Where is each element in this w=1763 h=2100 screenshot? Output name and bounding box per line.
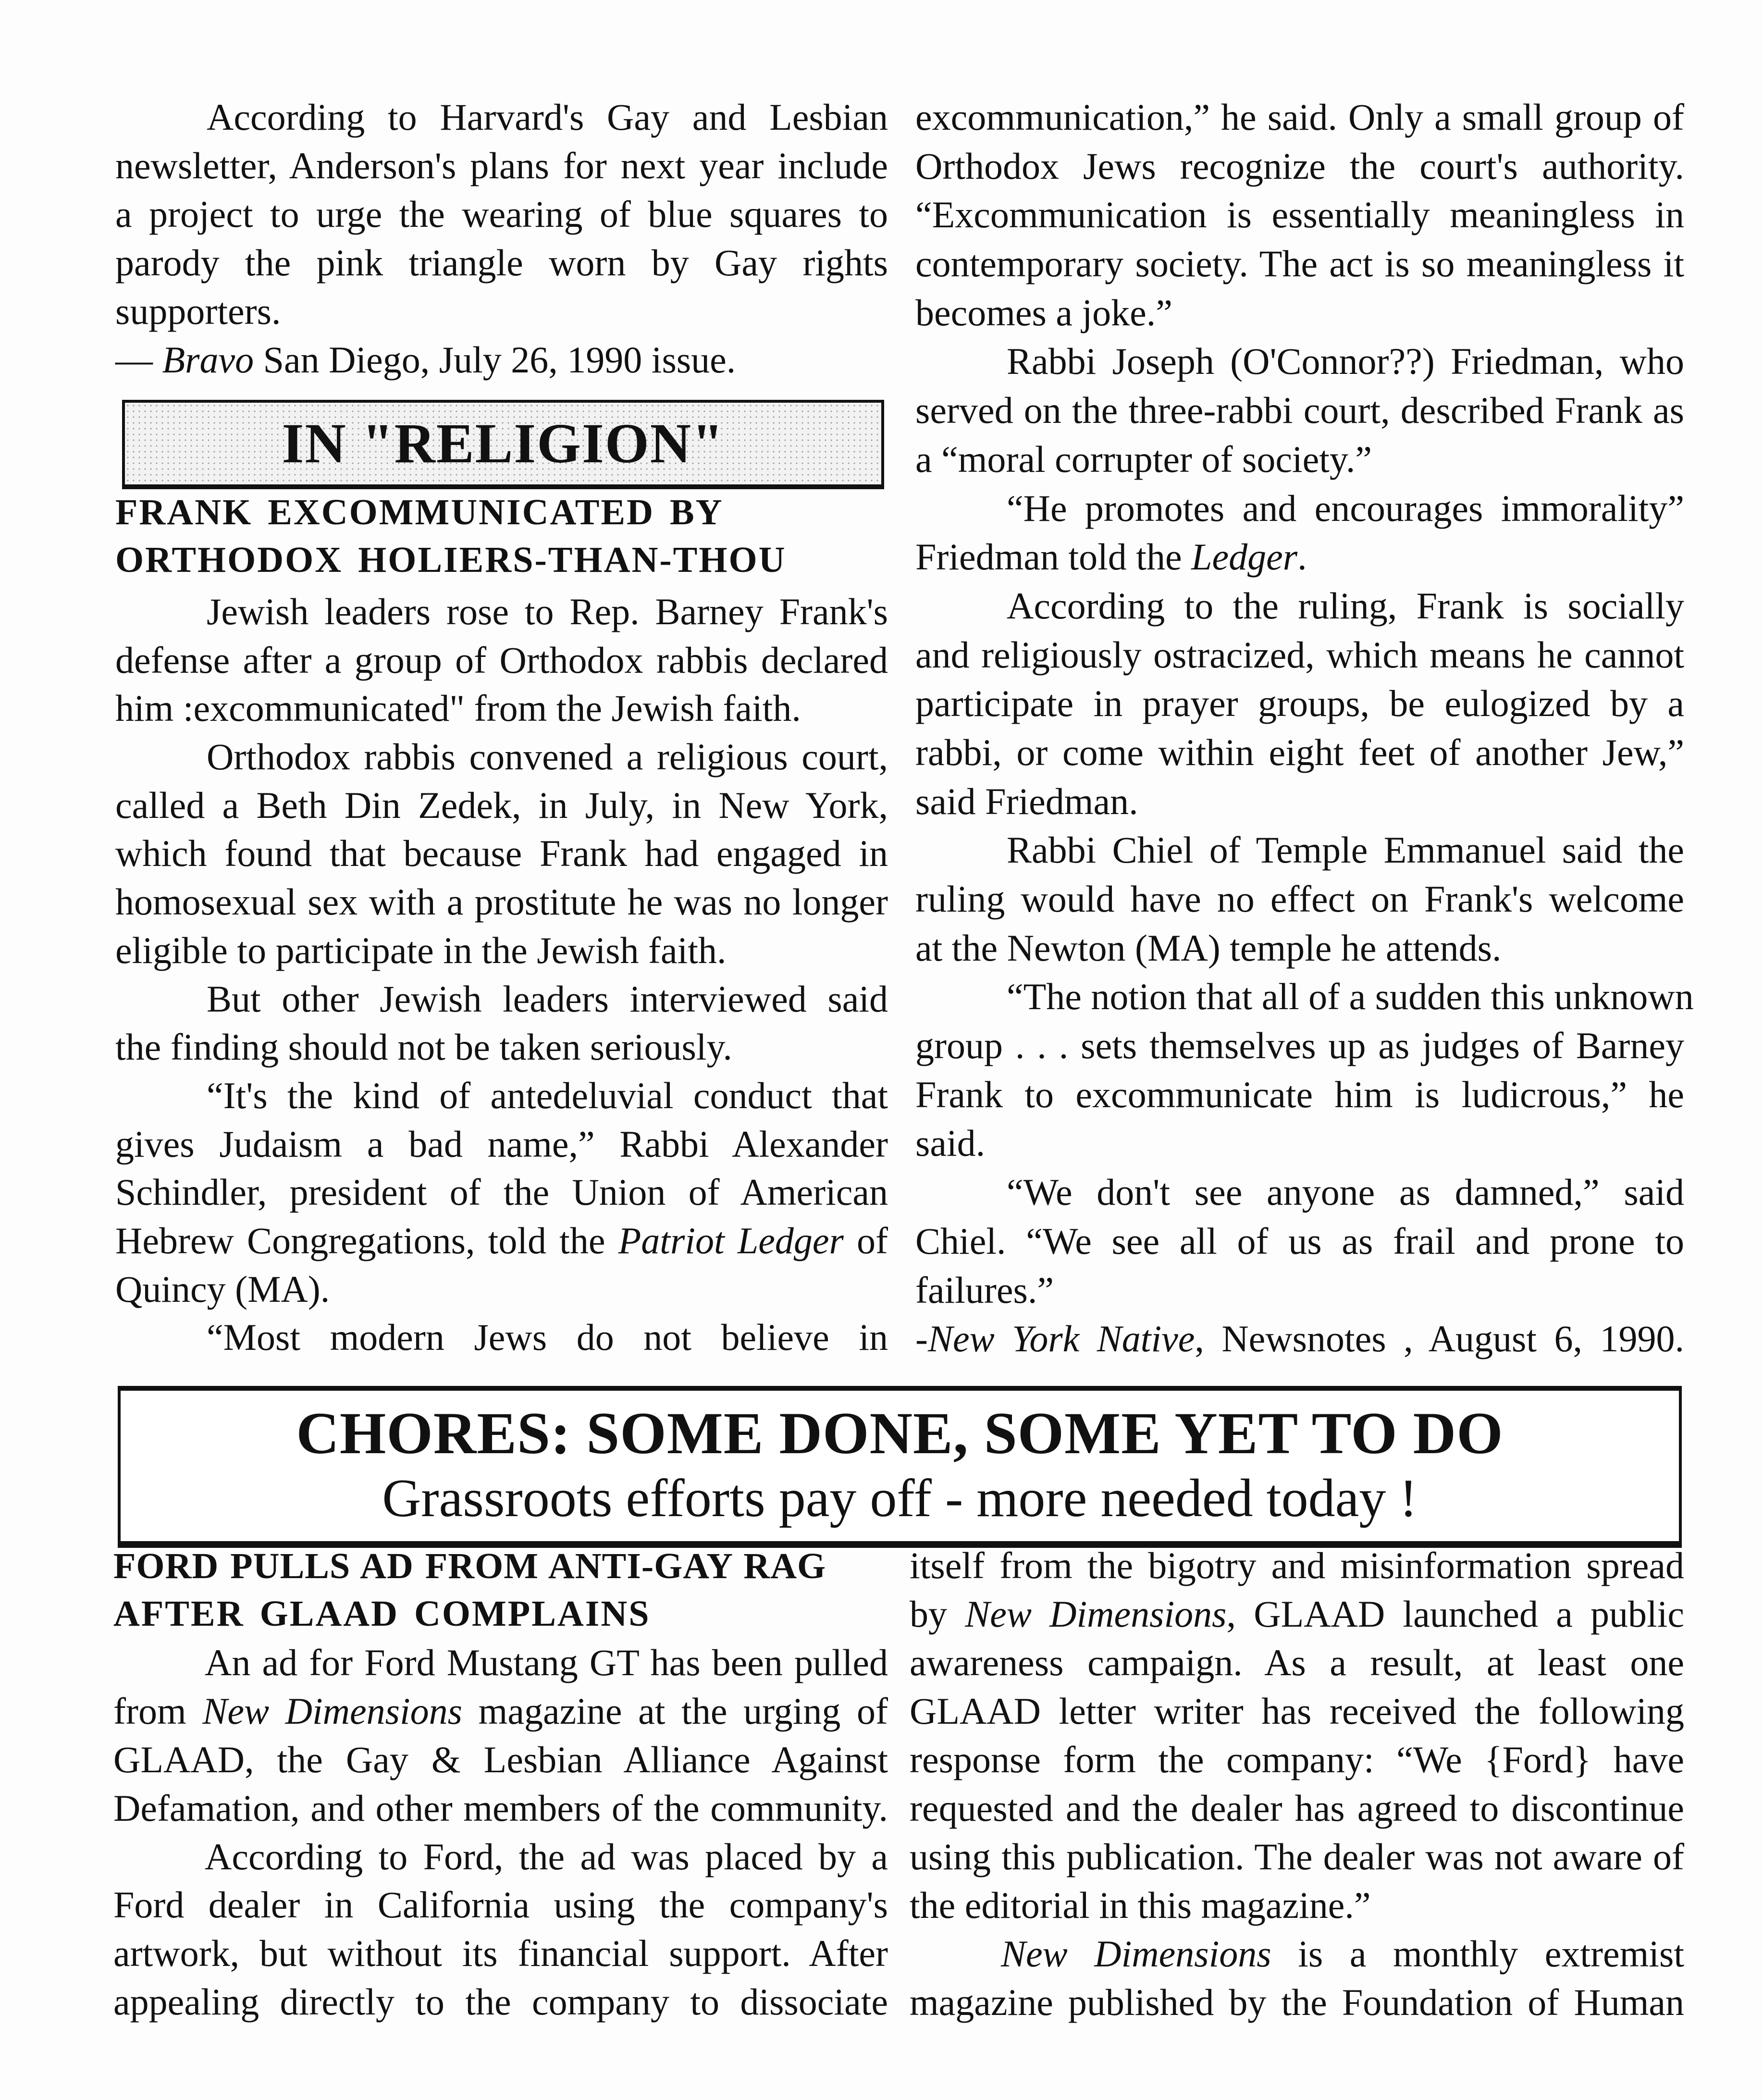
section-banner-religion (122, 400, 884, 489)
text-line: — Bravo San Diego, July 26, 1990 issue. (115, 339, 736, 381)
text-line: response form the company: “We {Ford} have (910, 1739, 1684, 1780)
article-ford-headline (113, 1543, 892, 1638)
text-line: failures.” (915, 1269, 1054, 1311)
text-line: GLAAD letter writer has received the following (910, 1690, 1684, 1732)
text-line: contemporary society. The act is so meaningless it (915, 243, 1684, 285)
text-line: “Most modern Jews do not believe in (207, 1316, 888, 1359)
text-line: the editorial in this magazine.” (910, 1884, 1371, 1926)
text-line: “It's the kind of antedeluvial conduct that (207, 1074, 888, 1116)
text-line: “He promotes and encourages immorality” (1007, 487, 1684, 529)
text-line: Friedman told the Ledger. (915, 536, 1307, 578)
publication-title: New Dimensions (965, 1593, 1227, 1635)
text-line: excommunication,” he said. Only a small group of (915, 96, 1684, 138)
text-line: said. (915, 1122, 986, 1164)
publication-title: New Dimensions (1001, 1933, 1271, 1975)
text-line: participate in prayer groups, be eulogized by a (915, 682, 1684, 725)
text-line: a project to urge the wearing of blue squares to (115, 193, 888, 235)
text-line: him :excommunicated" from the Jewish faith. (115, 687, 801, 729)
headline-line: FORD PULLS AD FROM ANTI-GAY RAG (113, 1546, 826, 1586)
text-line: Hebrew Congregations, told the Patriot Ledger of (115, 1219, 888, 1261)
text-line: But other Jewish leaders interviewed said (207, 977, 888, 1020)
text-line: parody the pink triangle worn by Gay rights (115, 242, 888, 284)
section-banner-chores (118, 1386, 1682, 1548)
text-line: “The notion that all of a sudden this unknown (1007, 976, 1694, 1018)
text-line: “We don't see anyone as damned,” said (1007, 1171, 1684, 1213)
text-line: gives Judaism a bad name,” Rabbi Alexander (115, 1123, 888, 1165)
text-line: Ford dealer in California using the company's (113, 1884, 888, 1926)
text-line: said Friedman. (915, 780, 1138, 822)
publication-title: New Dimensions (202, 1690, 462, 1732)
text-line: the finding should not be taken seriously. (115, 1026, 732, 1068)
text-line: ruling would have no effect on Frank's welcome (915, 878, 1684, 920)
headline-line: ORTHODOX HOLIERS-THAN-THOU (115, 540, 787, 580)
text-line: Schindler, president of the Union of American (115, 1171, 888, 1213)
text-line: New Dimensions is a monthly extremist (1001, 1933, 1684, 1975)
text-line: served on the three-rabbi court, described Frank as (915, 389, 1684, 432)
article-frank-right-column (915, 93, 1694, 1363)
top-left-column (115, 93, 888, 384)
text-line: which found that because Frank had engaged in (115, 832, 888, 875)
text-line: supporters. (115, 290, 281, 332)
publication-title: Bravo (162, 339, 254, 381)
article-frank-left-column (115, 588, 888, 1362)
article-ford-left-column (113, 1639, 888, 2026)
publication-title: New York Native (927, 1318, 1195, 1360)
text-line: An ad for Ford Mustang GT has been pulled (205, 1642, 888, 1683)
text-line: Rabbi Chiel of Temple Emmanuel said the (1007, 829, 1684, 871)
headline-line: FRANK EXCOMMUNICATED BY (115, 492, 724, 532)
text-line: Chiel. “We see all of us as frail and prone to (915, 1220, 1684, 1262)
text-line: requested and the dealer has agreed to discontinue (910, 1787, 1684, 1829)
text-line: -New York Native, Newsnotes , August 6, 1990. (915, 1318, 1684, 1360)
text-line: becomes a joke.” (915, 291, 1172, 334)
text-line: Rabbi Joseph (O'Connor??) Friedman, who (1007, 340, 1684, 383)
text-line: a “moral corrupter of society.” (915, 438, 1372, 480)
text-line: rabbi, or come within eight feet of another Jew,” (915, 731, 1684, 773)
text-line: “Excommunication is essentially meaningless in (915, 194, 1684, 236)
text-line: using this publication. The dealer was not aware of (910, 1836, 1684, 1878)
text-line: GLAAD, the Gay & Lesbian Alliance Against (113, 1738, 888, 1780)
text-line: by New Dimensions, GLAAD launched a public (910, 1593, 1685, 1635)
text-line: defense after a group of Orthodox rabbis declared (115, 639, 888, 681)
text-line: itself from the bigotry and misinformation spread (910, 1544, 1684, 1586)
text-line: Quincy (MA). (115, 1268, 330, 1310)
text-line: at the Newton (MA) temple he attends. (915, 926, 1502, 969)
section-banner-title: IN "RELIGION" (282, 412, 725, 475)
text-line: According to the ruling, Frank is socially (1007, 584, 1684, 627)
chores-title: CHORES: SOME DONE, SOME YET TO DO (296, 1400, 1504, 1466)
text-line: appealing directly to the company to dissociate (113, 1981, 888, 2023)
text-line: newsletter, Anderson's plans for next year include (115, 145, 888, 186)
text-line: magazine published by the Foundation of Human (910, 1981, 1684, 2023)
text-line: Orthodox rabbis convened a religious court, (207, 736, 888, 778)
text-line: from New Dimensions magazine at the urging of (113, 1690, 888, 1732)
text-line: and religiously ostracized, which means he cannot (915, 633, 1684, 676)
text-line: Orthodox Jews recognize the court's authority. (915, 145, 1684, 187)
text-line: According to Ford, the ad was placed by a (205, 1835, 888, 1878)
chores-subtitle: Grassroots efforts pay off - more needed today ! (382, 1469, 1418, 1528)
text-line: According to Harvard's Gay and Lesbian (207, 96, 888, 138)
text-line: homosexual sex with a prostitute he was no longer (115, 881, 888, 923)
text-line: artwork, but without its financial support. After (113, 1932, 888, 1975)
article-frank-headline (115, 489, 894, 584)
article-ford-right-column (910, 1541, 1684, 2026)
text-line: awareness campaign. As a result, at least one (910, 1642, 1684, 1683)
text-line: Jewish leaders rose to Rep. Barney Frank's (207, 591, 888, 632)
publication-title: Ledger (1191, 536, 1298, 578)
headline-line: AFTER GLAAD COMPLAINS (113, 1594, 651, 1634)
text-line: Frank to excommunicate him is ludicrous,” he (915, 1073, 1684, 1115)
publication-title: Patriot Ledger (618, 1219, 844, 1261)
text-line: Defamation, and other members of the community. (113, 1787, 888, 1829)
text-line: group . . . sets themselves up as judges of Barney (915, 1025, 1684, 1067)
text-line: called a Beth Din Zedek, in July, in New York, (115, 784, 888, 826)
text-line: eligible to participate in the Jewish faith. (115, 929, 727, 971)
